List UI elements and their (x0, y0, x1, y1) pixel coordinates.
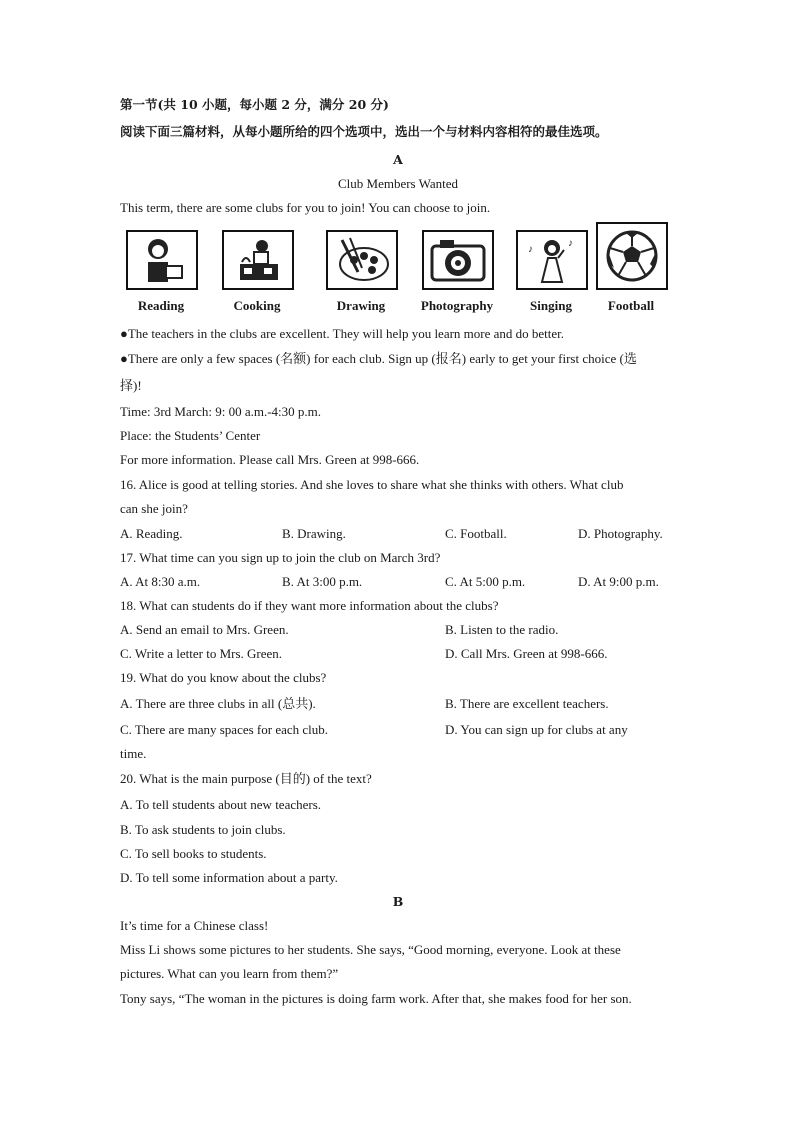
option: B. Listen to the radio. (445, 622, 559, 637)
option: C. To sell books to students. (120, 846, 267, 861)
club-label: Football (607, 298, 655, 313)
option: A. To tell students about new teachers. (120, 797, 322, 812)
club-label: Photography (420, 298, 494, 313)
option: D. At 9:00 p.m. (578, 574, 659, 589)
option: D. You can sign up for clubs at any (445, 722, 628, 737)
bullet-teachers: ●The teachers in the clubs are excellent. They will help you learn more and do better. (120, 326, 565, 341)
section-heading: 第一节(共 10 小题，每小题 2 分，满分 20 分) (120, 97, 389, 112)
option: B. There are excellent teachers. (445, 696, 609, 711)
bullet-spaces-cont: 择)! (120, 378, 142, 393)
option: A. At 8:30 a.m. (120, 574, 201, 589)
time-line: Time: 3rd March: 9: 00 a.m.-4:30 p.m. (120, 404, 322, 419)
option: C. Write a letter to Mrs. Green. (120, 646, 283, 661)
instruction-text: 阅读下面三篇材料，从每小题所给的四个选项中，选出一个与材料内容相符的最佳选项。 (120, 124, 608, 139)
option: C. There are many spaces for each club. (120, 722, 329, 737)
club-label: Cooking (233, 298, 281, 313)
passage-a-intro: This term, there are some clubs for you to join! You can choose to join. (120, 200, 491, 215)
svg-text:♪: ♪ (568, 238, 573, 249)
club-label: Drawing (336, 298, 386, 313)
passage-a-title: Club Members Wanted (337, 176, 459, 191)
singing-icon (516, 230, 588, 290)
question-20: 20. What is the main purpose (目的) of the text? (120, 771, 372, 786)
question-19: 19. What do you know about the clubs? (120, 670, 327, 685)
option: A. There are three clubs in all (总共). (120, 696, 316, 711)
camera-icon (422, 230, 494, 290)
football-icon (596, 222, 668, 290)
passage-a-letter: A (393, 152, 403, 167)
reading-icon (126, 230, 198, 290)
passage-b-line: Tony says, “The woman in the pictures is doing farm work. After that, she makes food for her son. (120, 991, 632, 1006)
passage-b-line: Miss Li shows some pictures to her students. She says, “Good morning, everyone. Look at these (120, 942, 621, 957)
passage-b-line: It’s time for a Chinese class! (120, 918, 269, 933)
option: D. To tell some information about a party. (120, 870, 338, 885)
bullet-spaces: ●There are only a few spaces (名额) for each club. Sign up (报名) early to get your first choice (选 (120, 351, 637, 366)
option: B. To ask students to join clubs. (120, 822, 286, 837)
option: B. Drawing. (282, 526, 346, 541)
info-line: For more information. Please call Mrs. Green at 998-666. (120, 452, 420, 467)
question-19-option-d-cont: time. (120, 746, 147, 761)
question-17: 17. What time can you sign up to join the club on March 3rd? (120, 550, 441, 565)
option: A. Reading. (120, 526, 183, 541)
club-label: Singing (530, 298, 572, 313)
svg-text:♪: ♪ (528, 244, 533, 255)
question-16: 16. Alice is good at telling stories. And she loves to share what she thinks with others. What club (120, 477, 624, 492)
passage-b-letter: B (392, 894, 404, 909)
club-label: Reading (137, 298, 185, 313)
question-18: 18. What can students do if they want more information about the clubs? (120, 598, 499, 613)
option: D. Photography. (578, 526, 663, 541)
club-pictures (120, 226, 676, 321)
option: C. Football. (445, 526, 507, 541)
option: B. At 3:00 p.m. (282, 574, 363, 589)
place-line: Place: the Students’ Center (120, 428, 261, 443)
option: A. Send an email to Mrs. Green. (120, 622, 289, 637)
drawing-palette-icon (326, 230, 398, 290)
passage-b-line: pictures. What can you learn from them?” (120, 966, 339, 981)
question-16-cont: can she join? (120, 501, 188, 516)
cooking-icon (222, 230, 294, 290)
option: C. At 5:00 p.m. (445, 574, 526, 589)
option: D. Call Mrs. Green at 998-666. (445, 646, 608, 661)
